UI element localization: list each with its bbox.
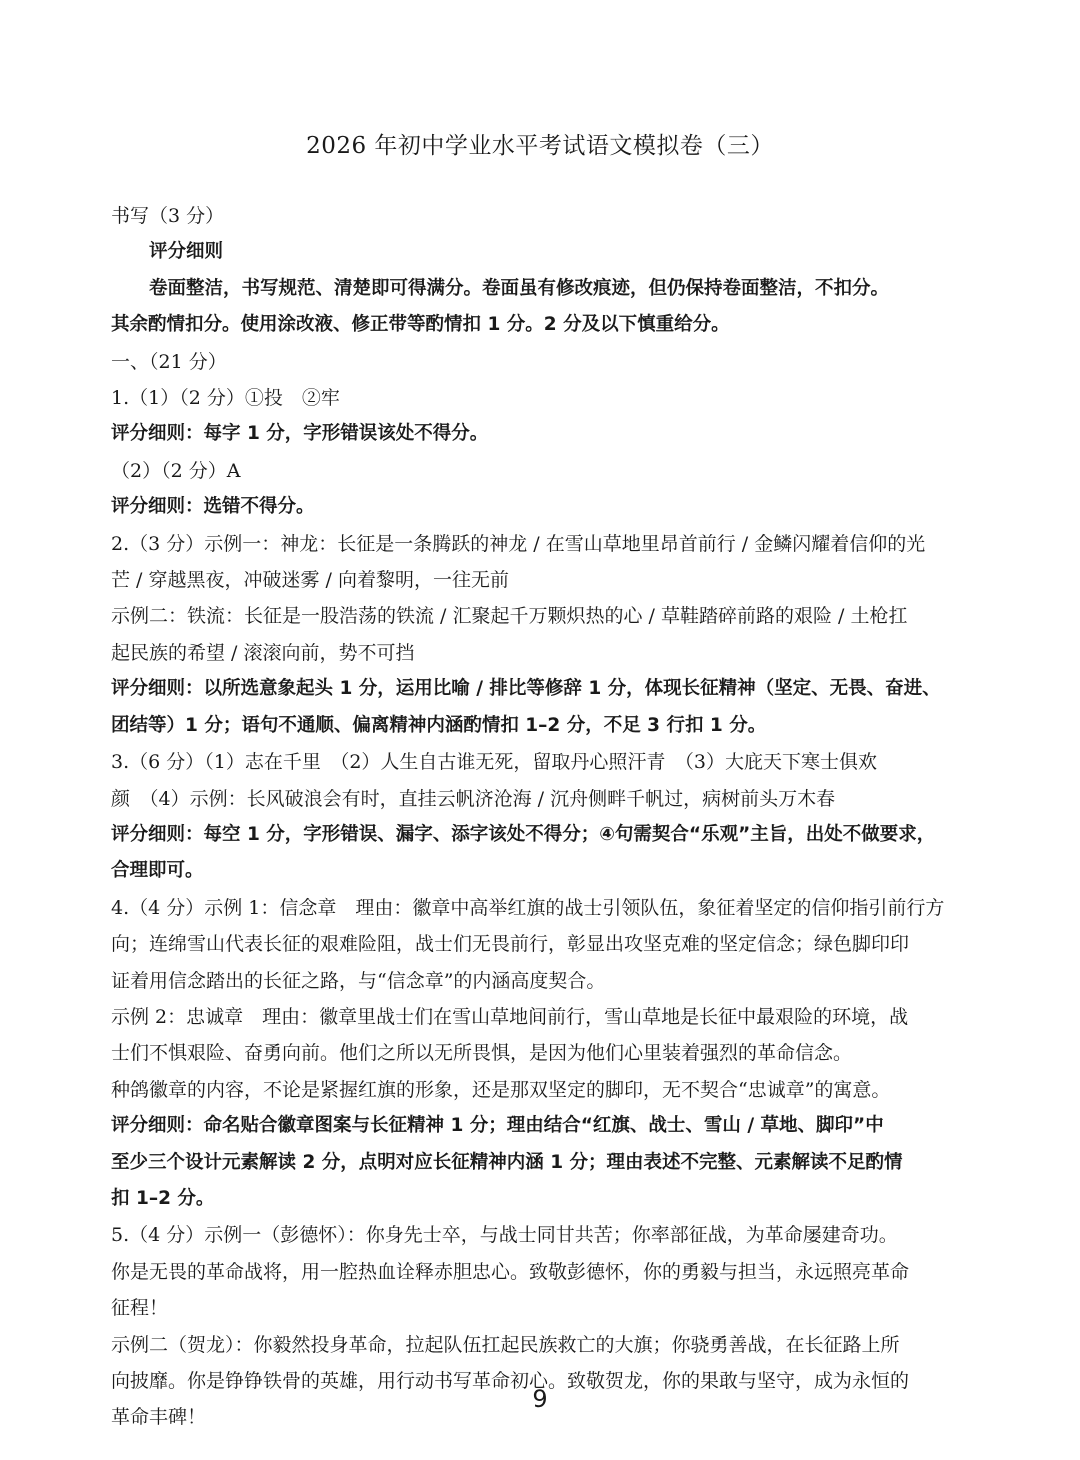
body-line: 卷面整洁，书写规范、清楚即可得满分。卷面虽有修改痕迹，但仍保持卷面整洁，不扣分。 — [149, 277, 890, 299]
answer-line: 5.（4 分）示例一（彭德怀）：你身先士卒，与战士同甘共苦；你率部征战，为革命屡建奇功。 — [111, 1224, 898, 1247]
answer-line: 示例二：铁流：长征是一股浩荡的铁流 / 汇聚起千万颗炽热的心 / 草鞋踏碎前路的艰险 / 土枪扛 — [111, 605, 908, 628]
section-heading: 书写（3 分） — [111, 205, 225, 227]
answer-line: 示例二（贺龙）：你毅然投身革命，拉起队伍扛起民族救亡的大旗；你骁勇善战，在长征路上所 — [111, 1333, 900, 1356]
answer-line: 示例 2：忠诚章 理由：徽章里战士们在雪山草地间前行，雪山草地是长征中最艰险的环境，战 — [111, 1005, 909, 1028]
answer-line: 2.（3 分）示例一：神龙：长征是一条腾跃的神龙 / 在雪山草地里昂首前行 / 金鳞闪耀着信仰的光 — [111, 532, 926, 555]
grading-rule-line: 团结等）1 分；语句不通顺、偏离精神内涵酌情扣 1–2 分，不足 3 行扣 1 分。 — [111, 714, 767, 736]
answer-line: 种鸽徽章的内容，不论是紧握红旗的形象，还是那双坚定的脚印，无不契合“忠诚章”的寓意。 — [111, 1078, 891, 1101]
answer-line: 向；连绵雪山代表长征的艰难险阻，战士们无畏前行，彰显出攻坚克难的坚定信念；绿色脚印印 — [111, 933, 910, 956]
answer-line: 征程！ — [111, 1297, 169, 1320]
answer-line: （2）（2 分）A — [111, 459, 241, 482]
answer-line: 士们不惧艰险、奋勇向前。他们之所以无所畏惧，是因为他们心里装着强烈的革命信念。 — [111, 1042, 853, 1065]
answer-line: 向披靡。你是铮铮铁骨的英雄，用行动书写革命初心。致敬贺龙，你的果敢与坚守，成为永恒的 — [111, 1370, 910, 1392]
page-number: 9 — [532, 1385, 548, 1413]
answer-line: 起民族的希望 / 滚滚向前，势不可挡 — [111, 641, 415, 664]
grading-rule-line: 至少三个设计元素解读 2 分，点明对应长征精神内涵 1 分；理由表述不完整、元素解读不足酌情 — [111, 1151, 903, 1173]
page-title: 2026 年初中学业水平考试语文模拟卷（三） — [306, 133, 774, 159]
section-heading: 一、（21 分） — [111, 350, 227, 373]
answer-line: 3.（6 分）（1）志在千里 （2）人生自古谁无死，留取丹心照汗青 （3）大庇天下寒士俱欢 — [111, 751, 878, 774]
answer-line: 4.（4 分）示例 1：信念章 理由：徽章中高举红旗的战士引领队伍，象征着坚定的信仰指引前行方 — [111, 896, 945, 919]
body-line: 其余酌情扣分。使用涂改液、修正带等酌情扣 1 分。2 分及以下慎重给分。 — [111, 314, 730, 336]
grading-rule-line: 合理即可。 — [111, 860, 204, 882]
answer-line: 革命丰碑！ — [111, 1406, 207, 1429]
grading-rule-line: 评分细则：以所选意象起头 1 分，运用比喻 / 排比等修辞 1 分，体现长征精神（坚定、无畏、奋进、 — [111, 678, 941, 700]
answer-line: 1.（1）（2 分）①投 ②牢 — [111, 387, 340, 410]
answer-line: 颜 （4）示例：长风破浪会有时，直挂云帆济沧海 / 沉舟侧畔千帆过，病树前头万木春 — [111, 787, 836, 810]
answer-line: 你是无畏的革命战将，用一腔热血诠释赤胆忠心。致敬彭德怀，你的勇毅与担当，永远照亮革命 — [111, 1260, 910, 1283]
grading-rule-line: 评分细则：命名贴合徽章图案与长征精神 1 分；理由结合“红旗、战士、雪山 / 草地、脚印”中 — [111, 1115, 884, 1137]
grading-rule-line: 评分细则：每字 1 分，字形错误该处不得分。 — [111, 423, 489, 445]
grading-rules-heading: 评分细则 — [149, 241, 224, 263]
answer-line: 证着用信念踏出的长征之路，与“信念章”的内涵高度契合。 — [111, 969, 606, 992]
answer-line: 芒 / 穿越黑夜，冲破迷雾 / 向着黎明，一往无前 — [111, 569, 509, 592]
answer-content — [111, 198, 971, 1436]
grading-rule-line: 扣 1–2 分。 — [111, 1187, 215, 1209]
grading-rule-line: 评分细则：每空 1 分，字形错误、漏字、添字该处不得分；④句需契合“乐观”主旨，出处不做要求， — [111, 823, 936, 845]
grading-rule-line: 评分细则：选错不得分。 — [111, 496, 315, 518]
